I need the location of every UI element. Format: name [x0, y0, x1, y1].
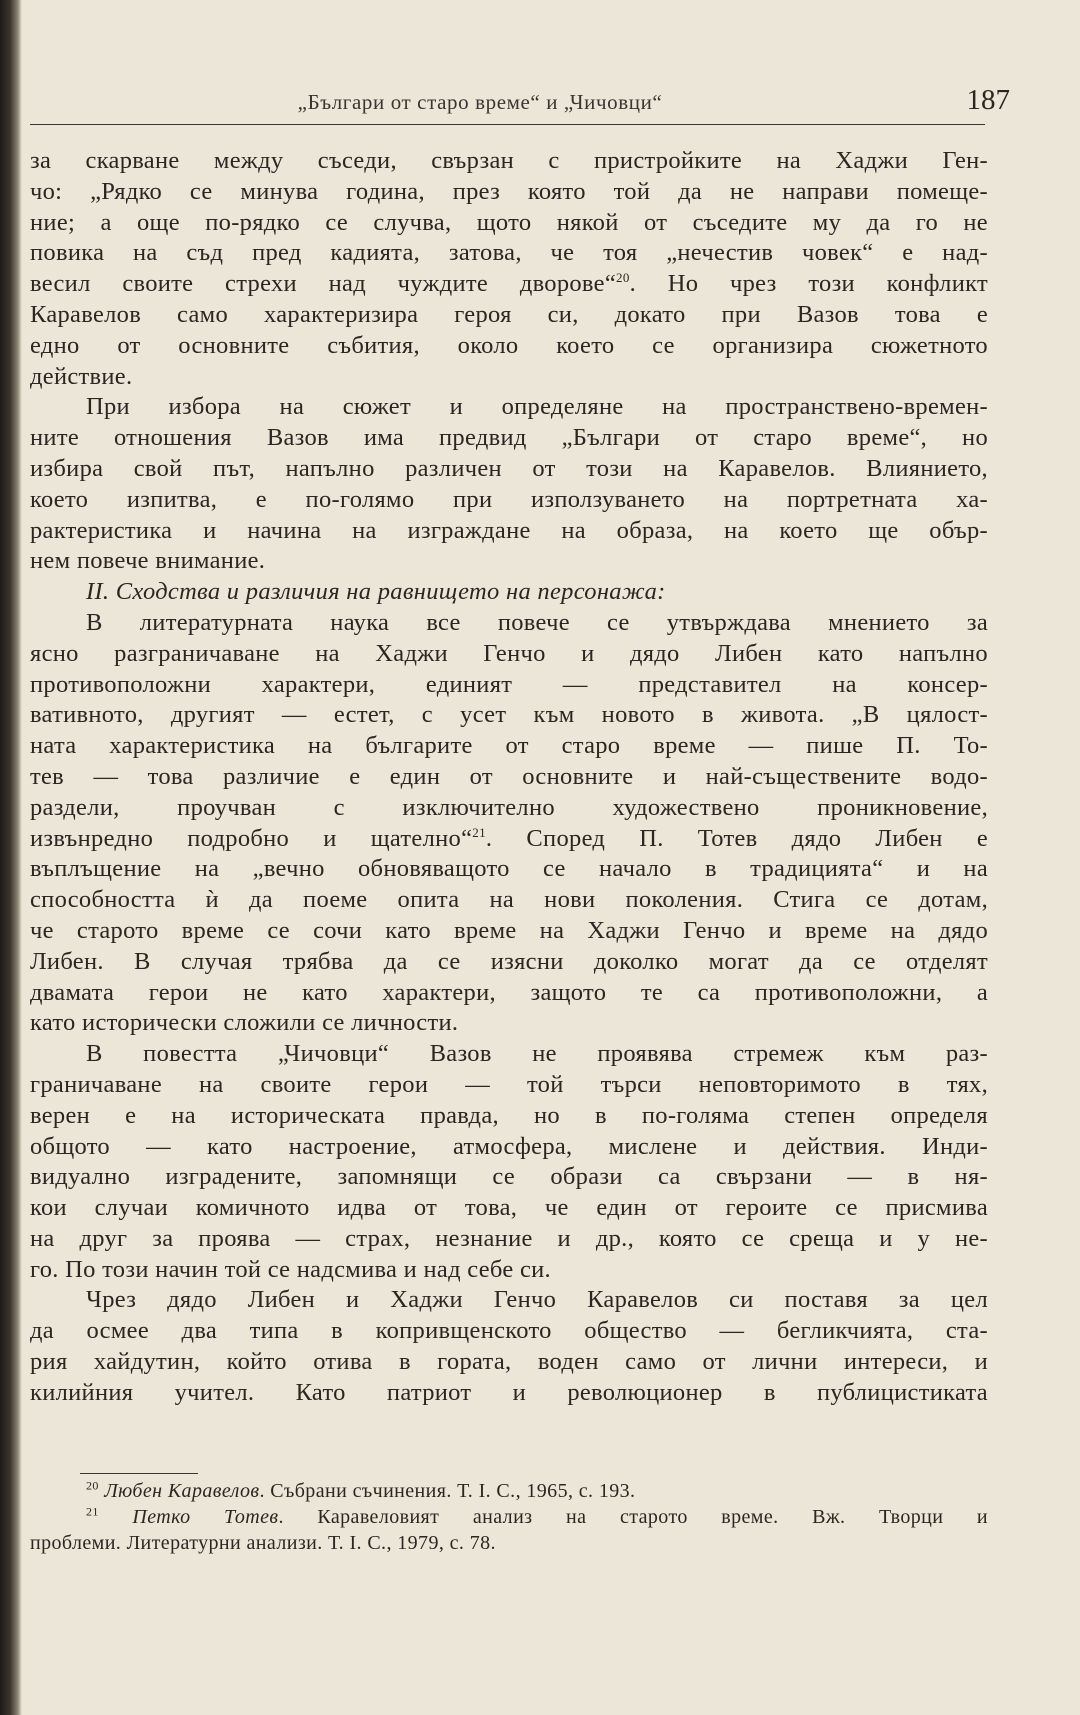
footnote-text: . Каравеловият анализ на старото време. Вж. Творци и	[278, 1506, 988, 1528]
footnote-ref-20: 20	[616, 270, 630, 286]
text-line	[30, 824, 988, 855]
text-line: рактеристика и начина на изграждане на образа, на което ще обър-	[30, 516, 988, 544]
text-line: нем повече внимание.	[30, 547, 266, 575]
text-line: тев — това различие е един от основните и най-съществените водо-	[30, 762, 988, 790]
header-rule	[30, 124, 985, 125]
text-line: В литературната наука все повече се утвърждава мнението за	[86, 608, 988, 636]
text-line: ясно разграничаване на Хаджи Генчо и дядо Либен като напълно	[30, 639, 988, 667]
text-line: видуално изградените, запомнящи се образи са свързани — в ня-	[30, 1163, 988, 1191]
footnote-20	[30, 1478, 988, 1504]
footnote-number: 21	[86, 1504, 99, 1519]
text-line: При избора на сюжет и определяне на пространствено-времен-	[86, 393, 988, 421]
footnote-author: Любен Каравелов	[104, 1480, 260, 1502]
footnote-rule	[80, 1473, 198, 1474]
footnote-author: Петко Тотев	[132, 1506, 279, 1528]
running-title: „Българи от старо време“ и „Чичовци“	[297, 90, 663, 114]
running-head	[30, 86, 1010, 126]
paragraph-2	[30, 392, 988, 577]
text-fragment: извънредно подробно и щателно“	[30, 824, 473, 852]
text-line: за скарване между съседи, свързан с пристройките на Хаджи Ген-	[30, 147, 988, 174]
book-binding-shadow	[0, 0, 22, 1715]
text-line	[30, 269, 988, 300]
text-fragment: весил своите стрехи над чуждите дворове“	[30, 270, 617, 298]
text-line: Чрез дядо Либен и Хаджи Генчо Каравелов си поставя за цел	[86, 1286, 988, 1314]
text-line: вативното, другият — естет, с усет към новото в живота. „В цялост-	[30, 701, 988, 729]
text-line: граничаване на своите герои — той търси неповторимото в тях,	[30, 1070, 988, 1098]
text-line: избира свой път, напълно различен от този на Каравелов. Влиянието,	[30, 454, 988, 482]
text-line: верен е на историческата правда, но в по-голяма степен определя	[30, 1101, 988, 1129]
paragraph-1	[30, 146, 988, 392]
text-line: че старото време се сочи като време на Хаджи Генчо и време на дядо	[30, 916, 988, 944]
text-line: общото — като настроение, атмосфера, мислене и действия. Инди-	[30, 1132, 988, 1160]
text-line: на друг за проява — страх, незнание и др., която се среща и у не-	[30, 1224, 988, 1252]
text-line: кои случаи комичното идва от това, че един от героите се присмива	[30, 1194, 988, 1222]
text-line: действие.	[30, 362, 133, 390]
footnote-ref-21: 21	[472, 824, 486, 840]
footnotes	[30, 1478, 988, 1556]
paragraph-5	[30, 1285, 988, 1408]
text-line: способността ѝ да поеме опита на нови поколения. Стига се дотам,	[30, 886, 988, 914]
text-line: въплъщение на „вечно обновяващото се начало в традицията“ и на	[30, 855, 988, 883]
text-line: чо: „Рядко се минува година, през която той да не направи помеще-	[30, 177, 988, 205]
text-line: Каравелов само характеризира героя си, докато при Вазов това е	[30, 300, 988, 328]
text-line: ние; а още по-рядко се случва, щото някой от съседите му да го не	[30, 208, 988, 236]
text-line: килийния учител. Като патриот и революционер в публицистиката	[30, 1378, 988, 1406]
text-fragment: . Но чрез този конфликт	[629, 270, 988, 298]
text-line: противоположни характери, единият — представител на консер-	[30, 670, 988, 698]
page-number: 187	[966, 84, 1010, 116]
text-line: ната характеристика на българите от старо време — пише П. То-	[30, 732, 988, 760]
text-line: раздели, проучван с изключително художествено проникновение,	[30, 793, 988, 821]
text-line: едно от основните събития, около което се организира сюжетното	[30, 331, 988, 359]
footnote-number: 20	[86, 1478, 99, 1493]
text-line: го. По този начин той се надсмива и над себе си.	[30, 1255, 551, 1283]
footnote-21	[30, 1504, 988, 1530]
text-line: което изпитва, е по-голямо при използуването на портретната ха-	[30, 485, 988, 513]
paragraph-3	[30, 608, 988, 1039]
text-line: да осмее два типа в копривщенското общество — бегликчията, ста-	[30, 1317, 988, 1345]
text-line: двамата герои не като характери, защото те са противоположни, а	[30, 978, 988, 1006]
footnote-text: . Събрани съчинения. Т. I. С., 1965, с. 193.	[259, 1480, 636, 1502]
book-page	[24, 0, 1064, 1715]
text-line: като исторически сложили се личности.	[30, 1009, 459, 1037]
text-line: повика на съд пред кадията, затова, че тоя „нечестив човек“ е над-	[30, 239, 988, 267]
text-fragment: . Според П. Тотев дядо Либен е	[485, 824, 988, 852]
text-line: ните отношения Вазов има предвид „Българи от старо време“, но	[30, 424, 988, 452]
paragraph-4	[30, 1039, 988, 1285]
text-line: В повестта „Чичовци“ Вазов не проявява стремеж към раз-	[86, 1040, 988, 1068]
footnote-21-continued: проблеми. Литературни анализи. Т. I. С., 1979, с. 78.	[30, 1532, 496, 1554]
section-heading: II. Сходства и различия на равнището на персонажа:	[86, 578, 666, 606]
text-line: рия хайдутин, който отива в гората, воден само от лични интереси, и	[30, 1348, 988, 1376]
text-line: Либен. В случая трябва да се изясни доколко могат да се отделят	[30, 947, 988, 975]
body-text	[30, 146, 988, 1409]
